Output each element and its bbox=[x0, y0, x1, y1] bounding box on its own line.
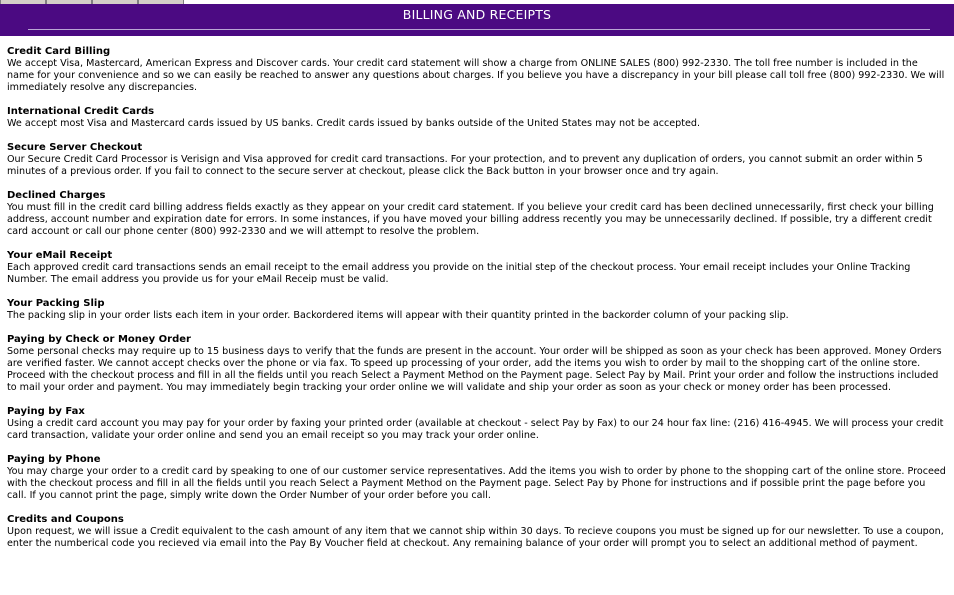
billing-content bbox=[7, 46, 947, 562]
section-title: Secure Server Checkout bbox=[7, 142, 143, 153]
section-body: We accept Visa, Mastercard, American Express and Discover cards. Your credit card statement will show a charge from ONLINE SALES (800) 992-2330. The toll free number is included in the name for your convenience and so we can easily be reached to answer any questions about charges. If you believe you have a discrepancy in your bill please call toll free (800) 992-2330. We will immediately resolve any discrepancies. bbox=[7, 58, 945, 93]
section-paying-by-fax bbox=[7, 406, 947, 442]
header-band bbox=[0, 4, 954, 36]
section-title: Credit Card Billing bbox=[7, 46, 111, 57]
section-international-credit-cards bbox=[7, 106, 947, 130]
section-body: You may charge your order to a credit card by speaking to one of our customer service representatives. Add the items you wish to order by phone to the shopping cart of the online store. Proceed with the checkout process and fill in all the fields until you reach Select a Payment Method on the Payment page. Select Pay by Phone for instructions and if possible print the page before you call. If you cannot print the page, simply write down the Order Number of your order before you call. bbox=[7, 466, 946, 501]
section-body: We accept most Visa and Mastercard cards issued by US banks. Credit cards issued by banks outside of the United States may not be accepted. bbox=[7, 118, 701, 129]
section-paying-by-phone bbox=[7, 454, 947, 502]
section-body: The packing slip in your order lists each item in your order. Backordered items will appear with their quantity printed in the backorder column of your packing slip. bbox=[7, 310, 789, 321]
section-body: Our Secure Credit Card Processor is Verisign and Visa approved for credit card transactions. For your protection, and to prevent any duplication of orders, you cannot submit an order within 5 minutes of a previous order. If you fail to connect to the secure server at checkout, please click the Back button in your browser once and try again. bbox=[7, 154, 923, 177]
section-title: Declined Charges bbox=[7, 190, 106, 201]
section-credit-card-billing bbox=[7, 46, 947, 94]
section-body: Upon request, we will issue a Credit equivalent to the cash amount of any item that we cannot ship within 30 days. To recieve coupons you must be signed up for our newsletter. To use a coupon, enter the numberical code you recieved via email into the Pay By Voucher field at checkout. Any remaining balance of your order will prompt you to select an additional method of payment. bbox=[7, 526, 944, 549]
section-title: Paying by Check or Money Order bbox=[7, 334, 191, 345]
section-email-receipt bbox=[7, 250, 947, 286]
section-packing-slip bbox=[7, 298, 947, 322]
header-divider bbox=[28, 29, 930, 30]
section-paying-by-check bbox=[7, 334, 947, 394]
page-title: BILLING AND RECEIPTS bbox=[402, 7, 552, 22]
section-title: Your eMail Receipt bbox=[7, 250, 113, 261]
section-title: Paying by Phone bbox=[7, 454, 101, 465]
section-title: International Credit Cards bbox=[7, 106, 155, 117]
section-body: Each approved credit card transactions sends an email receipt to the email address you provide on the initial step of the checkout process. Your email receipt includes your Online Tracking Number. The email address you provide us for your eMail Receip must be valid. bbox=[7, 262, 911, 285]
section-secure-server-checkout bbox=[7, 142, 947, 178]
section-body: Using a credit card account you may pay for your order by faxing your printed order (available at checkout - select Pay by Fax) to our 24 hour fax line: (216) 416-4945. We will process your credit card transaction, validate your order online and send you an email receipt so you may track your order online. bbox=[7, 418, 944, 441]
section-declined-charges bbox=[7, 190, 947, 238]
section-title: Credits and Coupons bbox=[7, 514, 124, 525]
section-title: Your Packing Slip bbox=[7, 298, 105, 309]
section-body: You must fill in the credit card billing address fields exactly as they appear on your credit card statement. If you believe your credit card has been declined unnecessarily, first check your billing address, account number and expiration date for errors. In some instances, if you have moved your billing address recently you may be unnecessarily declined. If possible, try a different credit card account or call our phone center (800) 992-2330 and we will attempt to resolve the problem. bbox=[7, 202, 934, 237]
section-credits-and-coupons bbox=[7, 514, 947, 550]
section-body: Some personal checks may require up to 15 business days to verify that the funds are present in the account. Your order will be shipped as soon as your check has been approved. Money Orders are verified faster. We cannot accept checks over the phone or via fax. To speed up processing of your order, add the items you wish to order by mail to the shopping cart of the online store. Proceed with the checkout process and fill in all the fields until you reach Select a Payment Method on the Payment page. Select Pay by Mail. Print your order and follow the instructions included to mail your order and payment. You may immediately begin tracking your order online we will validate and ship your order as soon as your check or money order has been processed. bbox=[7, 346, 942, 393]
section-title: Paying by Fax bbox=[7, 406, 85, 417]
